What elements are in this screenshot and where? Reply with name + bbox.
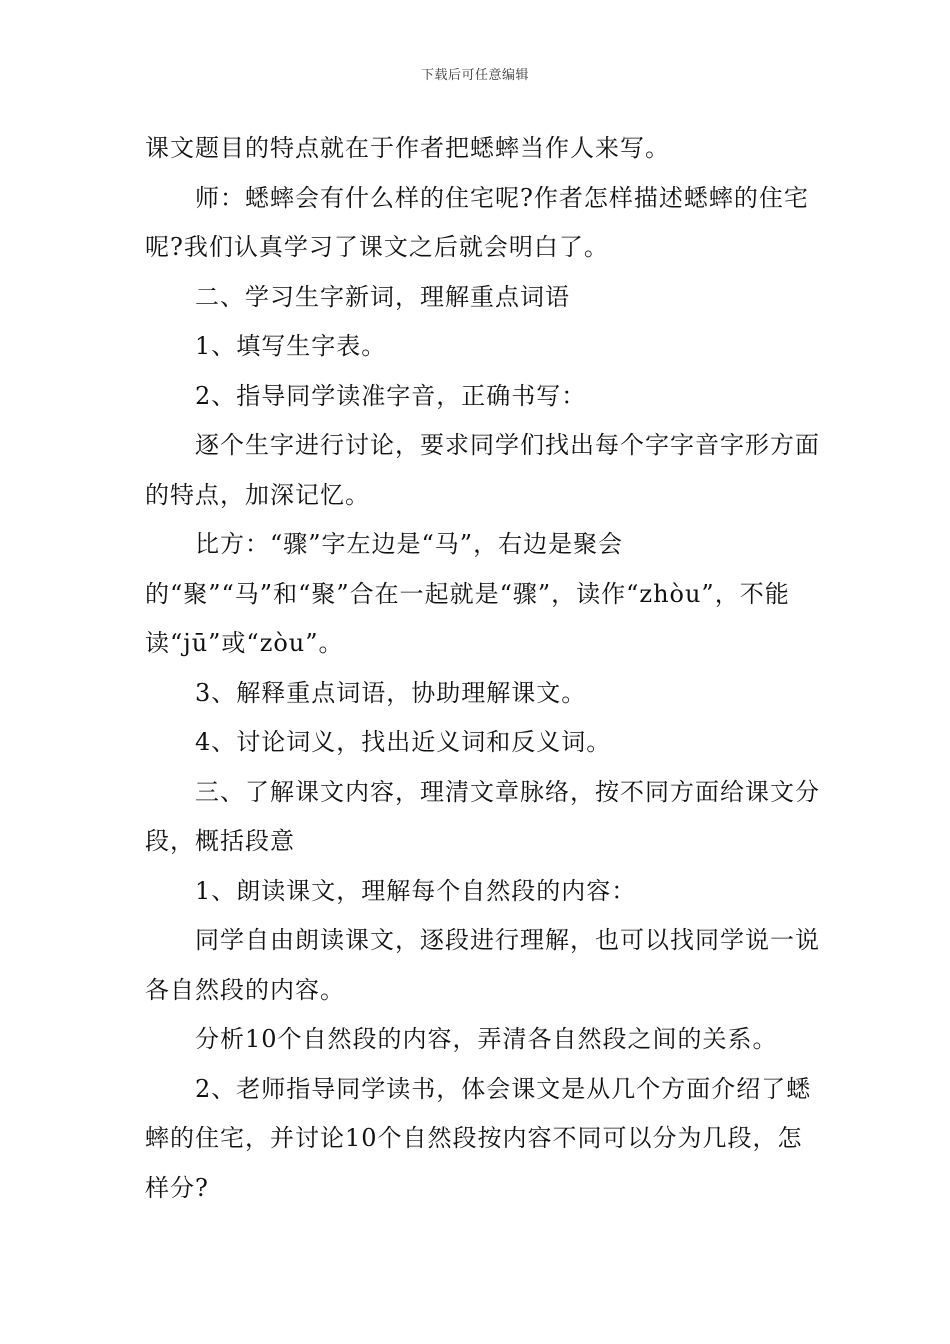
list-item: 1、朗读课文，理解每个自然段的内容： [195, 876, 637, 905]
list-item: 4、讨论词义，找出近义词和反义词。 [195, 728, 612, 756]
paragraph: 师：蟋蟀会有什么样的住宅呢?作者怎样描述蟋蟀的住宅呢?我们认真学习了课文之后就会明白了。 [145, 183, 809, 261]
paragraph: 课文题目的特点就在于作者把蟋蟀当作人来写。 [145, 134, 670, 162]
list-item: 2、老师指导同学读书，体会课文是从几个方面介绍了蟋蟀的住宅，并讨论10个自然段按内容不同可以分为几段，怎样分? [145, 1074, 812, 1202]
page-header: 下载后可任意编辑 [420, 68, 529, 83]
section-heading: 二、学习生字新词，理解重点词语 [195, 282, 570, 311]
paragraph: 分析10个自然段的内容，弄清各自然段之间的关系。 [195, 1025, 778, 1053]
list-item: 1、填写生字表。 [195, 332, 387, 360]
document-body [145, 124, 825, 1213]
paragraph: 比方：“骤”字左边是“马”，右边是聚会的“聚”“马”和“聚”合在一起就是“骤”，读作“zhòu”，不能读“jū”或“zòu”。 [145, 530, 790, 657]
list-item: 3、解释重点词语，协助理解课文。 [195, 678, 587, 707]
paragraph: 同学自由朗读课文，逐段进行理解，也可以找同学说一说各自然段的内容。 [145, 926, 820, 1004]
paragraph: 逐个生字进行讨论，要求同学们找出每个字字音字形方面的特点，加深记忆。 [145, 431, 820, 509]
section-heading: 三、了解课文内容，理清文章脉络，按不同方面给课文分段，概括段意 [145, 777, 820, 855]
list-item: 2、指导同学读准字音，正确书写： [195, 381, 587, 410]
